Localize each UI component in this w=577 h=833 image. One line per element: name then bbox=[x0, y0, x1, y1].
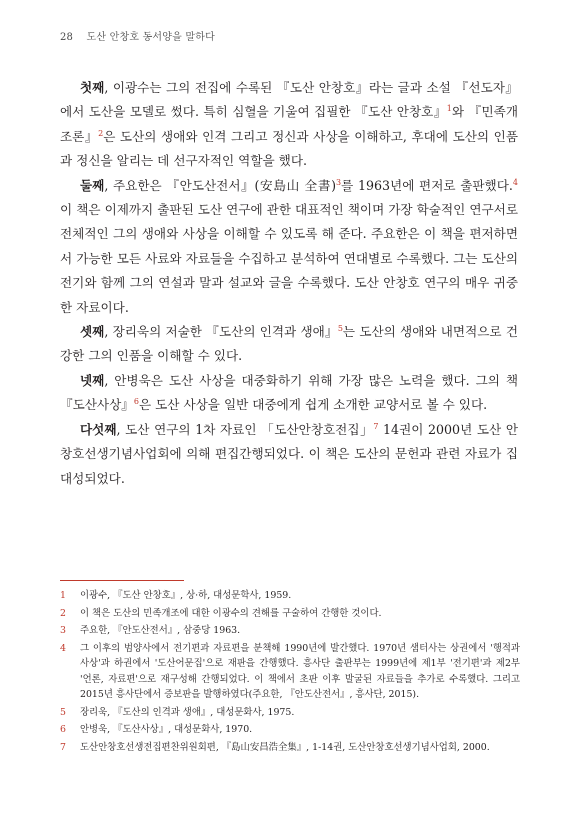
paragraph-text: 와 『민족개조론』 bbox=[60, 104, 518, 144]
footnote-text: 주요한, 『안도산전서』, 삼중당 1963. bbox=[80, 625, 241, 636]
running-header bbox=[60, 28, 215, 43]
paragraph-third bbox=[60, 320, 518, 369]
footnote-item bbox=[60, 606, 520, 622]
footnote-number: 3 bbox=[60, 625, 66, 636]
paragraph-fourth bbox=[60, 369, 518, 418]
footnote-text: 도산안창호선생전집편찬위원회편, 『島山安昌浩全集』, 1-14권, 도산안창호선생기념사업회, 2000. bbox=[80, 741, 490, 753]
footnote-text: 이 책은 도산의 민족개조에 대한 이광수의 견해를 구술하여 간행한 것이다. bbox=[80, 607, 382, 619]
footnote-text: 그 이후의 범양사에서 전기편과 자료편을 분책해 1990년에 발간했다. 1970년 샘터사는 상권에서 '행적과 사상'과 하권에서 '도산어문집'으로 재판을 간행했다. 흥사단 출판부는 1999년에 제1부 '전기편'과 제2부 '언론, 자료편'으로 재구성해 간행되었다. 이 책에서 초판 이후 발굴된 자료들을 추가로 수록했다. 그리고 2015년 흥사단에서 증보판을 발행하였다(주요한, 『안도산전서』, 흥사단, 2015). bbox=[80, 642, 520, 700]
footnote-item bbox=[60, 623, 520, 639]
footnote-number: 5 bbox=[60, 706, 66, 718]
paragraph-lead: 둘째 bbox=[80, 177, 105, 193]
footnote-item bbox=[60, 588, 520, 604]
paragraph-text: 14권이 2000년 도산 안창호선생기념사업회에 의해 편집간행되었다. 이 책은 도산의 문헌과 관련 자료가 집대성되었다. bbox=[60, 421, 518, 486]
footnote-text: 이광수, 『도산 안창호』, 상·하, 대성문학사, 1959. bbox=[80, 590, 292, 601]
paragraph-text: 이 책은 이제까지 출판된 도산 연구에 관한 대표적인 책이며 가장 학술적인 연구서로 전체적인 그의 생애와 사상을 이해할 수 있도록 해 준다. 주요한은 이 책을 편저하면서 가능한 모든 사료와 자료들을 수집하고 분석하여 연대별로 수록했다. 그는 도산의 전기와 함께 그의 연설과 말과 설교와 글을 수록했다. 도산 안창호 연구의 매우 귀중한 자료이다. bbox=[60, 202, 518, 315]
paragraph-text: 는 도산의 생애와 내면적으로 건강한 그의 인품을 이해할 수 있다. bbox=[60, 324, 518, 364]
paragraph-text: , 주요한은 『안도산전서』(安島山 全書) bbox=[104, 177, 337, 193]
paragraph-second bbox=[60, 174, 518, 320]
paragraph-text: , 이광수는 그의 전집에 수록된 『도산 안창호』라는 글과 소설 『선도자』에서 도산을 모델로 썼다. 특히 심혈을 기울여 집필한 『도산 안창호』 bbox=[60, 80, 518, 120]
footnote-item bbox=[60, 641, 520, 703]
paragraph-lead: 셋째 bbox=[80, 324, 105, 340]
paragraph-text: 은 도산의 생애와 인격 그리고 정신과 사상을 이해하고, 후대에 도산의 인품과 정신을 알리는 데 선구자적인 역할을 했다. bbox=[60, 128, 518, 169]
running-title: 도산 안창호 동서양을 말하다 bbox=[86, 32, 215, 43]
page-number: 28 bbox=[60, 32, 74, 43]
footnote-text: 장리욱, 『도산의 인격과 생애』, 대성문화사, 1975. bbox=[80, 706, 295, 718]
main-text bbox=[60, 76, 518, 491]
footnote-divider bbox=[60, 580, 184, 581]
footnote-number: 1 bbox=[60, 590, 66, 601]
footnote-ref[interactable]: 6 bbox=[133, 397, 139, 407]
footnote-number: 6 bbox=[60, 724, 66, 735]
footnote-number: 4 bbox=[60, 642, 66, 654]
paragraph-lead: 첫째 bbox=[80, 80, 105, 95]
footnote-number: 7 bbox=[60, 741, 66, 753]
footnote-item bbox=[60, 705, 520, 721]
footnote-text: 안병욱, 『도산사상』, 대성문화사, 1970. bbox=[80, 724, 253, 735]
paragraph-text: , 안병욱은 도산 사상을 대중화하기 위해 가장 많은 노력을 했다. 그의 책 『도산사상』 bbox=[60, 372, 518, 413]
footnote-ref[interactable]: 3 bbox=[336, 177, 342, 187]
paragraph-text: , 장리욱의 저술한 『도산의 인격과 생애』 bbox=[104, 324, 338, 340]
paragraph-text: 를 1963년에 편저로 출판했다. bbox=[341, 177, 513, 193]
footnote-ref[interactable]: 4 bbox=[512, 177, 518, 187]
footnote-item bbox=[60, 740, 520, 756]
footnote-number: 2 bbox=[60, 607, 66, 619]
footnote-item bbox=[60, 722, 520, 738]
paragraph-text: 은 도산 사상을 일반 대중에게 쉽게 소개한 교양서로 볼 수 있다. bbox=[138, 397, 488, 413]
footnotes bbox=[60, 588, 520, 757]
footnote-ref[interactable]: 1 bbox=[446, 104, 452, 114]
paragraph-fifth bbox=[60, 418, 518, 491]
footnote-ref[interactable]: 2 bbox=[98, 128, 104, 138]
footnote-ref[interactable]: 7 bbox=[373, 421, 379, 431]
paragraph-first bbox=[60, 76, 518, 174]
paragraph-lead: 다섯째 bbox=[80, 421, 117, 437]
paragraph-text: , 도산 연구의 1차 자료인 「도산안창호전집」 bbox=[116, 421, 374, 437]
paragraph-lead: 넷째 bbox=[80, 372, 105, 388]
footnote-ref[interactable]: 5 bbox=[337, 323, 343, 333]
